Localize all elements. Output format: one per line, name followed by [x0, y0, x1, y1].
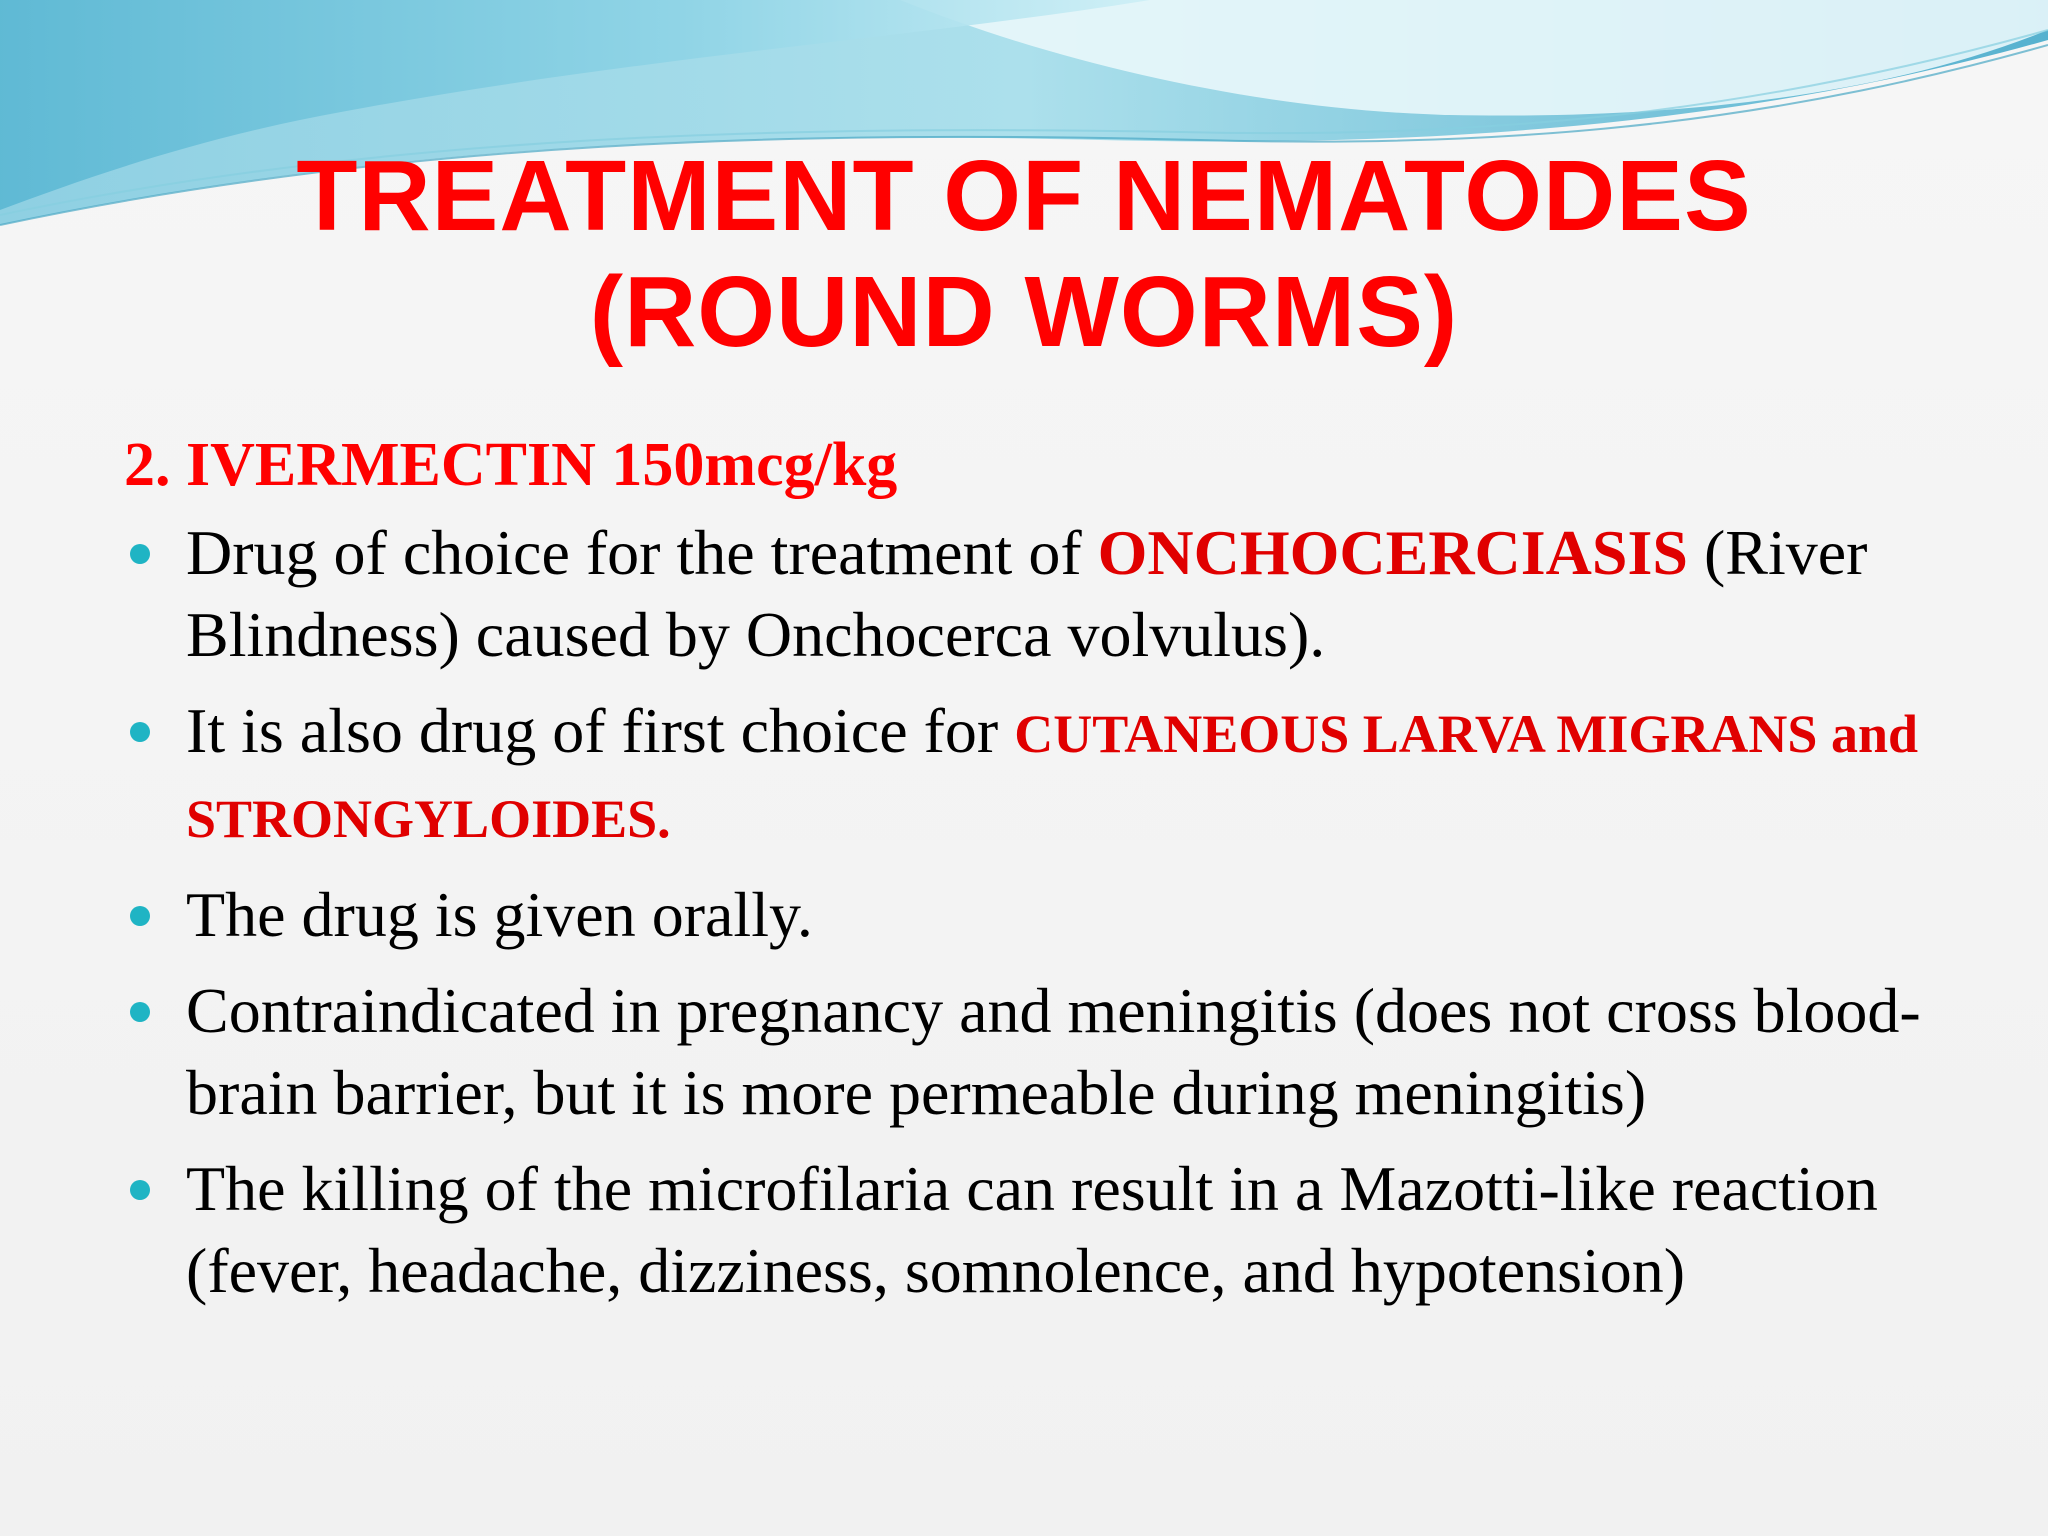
bullet-dot-icon: [130, 1002, 150, 1022]
bullet-dot-icon: [130, 1180, 150, 1200]
slide-title-line-1: TREATMENT OF NEMATODES: [296, 140, 1752, 252]
list-item: [120, 690, 1950, 860]
bullet-highlight: CUTANEOUS LARVA MIGRANS and STRONGYLOIDES: [186, 704, 1919, 849]
list-item: [120, 512, 1950, 676]
bullet-text: .: [657, 789, 671, 849]
bullet-text: Contraindicated in pregnancy and meningitis (does not cross blood-brain barrier, but it is more permeable during meningitis): [186, 975, 1921, 1128]
bullet-highlight: ONCHOCERCIASIS: [1097, 517, 1688, 588]
drug-subheading: 2. IVERMECTIN 150mcg/kg: [124, 431, 898, 499]
list-item: [120, 970, 1950, 1134]
bullet-text: The drug is given orally.: [186, 879, 813, 950]
slide-title-line-2: (ROUND WORMS): [589, 256, 1459, 368]
bullet-dot-icon: [130, 906, 150, 926]
bullet-text: (River Blindness) caused by Onchocerca volvulus).: [186, 517, 1868, 670]
bullet-dot-icon: [130, 722, 150, 742]
slide-content: [120, 428, 1950, 1326]
list-item: [120, 874, 1950, 956]
bullet-text: Drug of choice for the treatment of: [186, 517, 1098, 588]
bullet-text: It is also drug of first choice for: [186, 695, 1015, 766]
bullet-text: The killing of the microfilaria can result in a Mazotti-like reaction (fever, headache, dizziness, somnolence, and hypotension): [186, 1153, 1878, 1306]
list-item: [120, 1148, 1950, 1312]
bullet-dot-icon: [130, 544, 150, 564]
bullet-list: [120, 512, 1950, 1312]
